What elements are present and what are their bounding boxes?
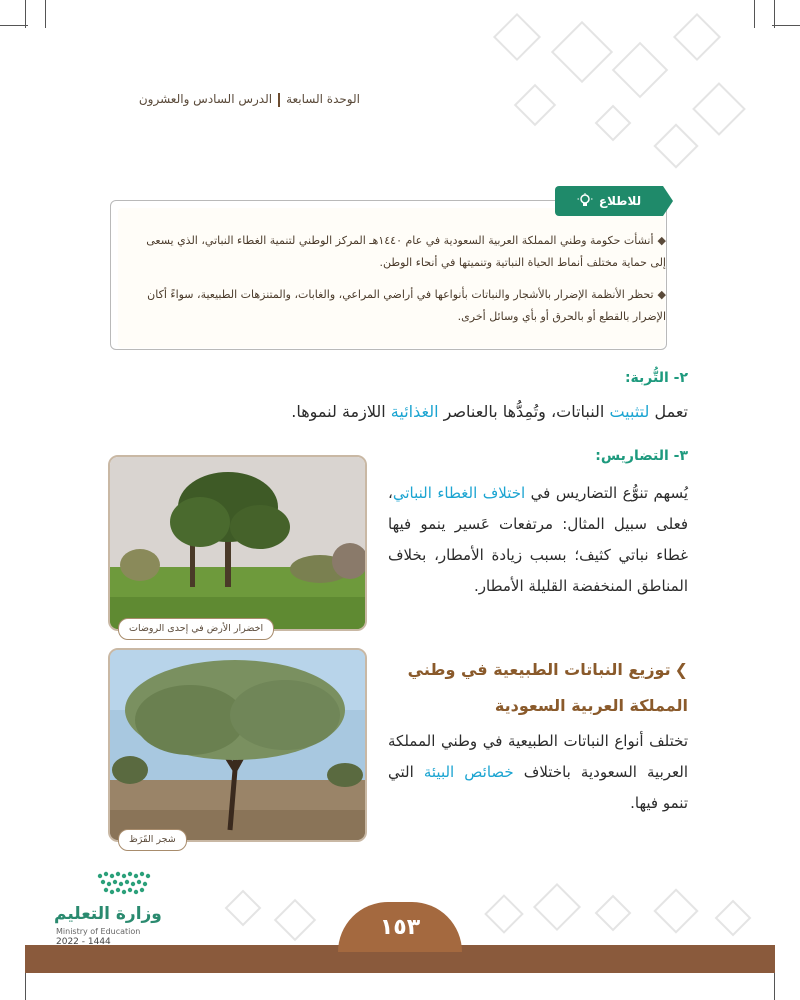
distribution-text-b: التي تنمو فيها. xyxy=(388,763,688,812)
decor-diamond xyxy=(533,883,581,931)
decor-diamond xyxy=(493,13,541,61)
soil-text-b: النباتات، وتُمِدُّها بالعناصر xyxy=(438,402,610,421)
info-tag-label: للاطلاع xyxy=(598,194,642,208)
header-lesson: الدرس السادس والعشرون xyxy=(138,92,273,106)
decor-diamond xyxy=(692,82,746,136)
chevron-icon: ❯ xyxy=(674,660,688,679)
terrain-paragraph xyxy=(388,478,688,602)
decor-diamond xyxy=(653,123,698,168)
distribution-text-a: تختلف أنواع النباتات الطبيعية في وطني المملكة العربية السعودية باختلاف xyxy=(388,732,689,781)
soil-text-a: تعمل xyxy=(649,402,688,421)
soil-paragraph xyxy=(128,398,688,426)
decor-diamond xyxy=(653,888,698,933)
crop-mark xyxy=(774,972,775,1000)
meadow-image xyxy=(110,457,365,629)
info-tag xyxy=(555,186,663,216)
info-tag-arrow xyxy=(663,186,673,216)
meadow-photo xyxy=(108,455,367,631)
soil-highlight-2: الغذائية xyxy=(390,402,439,421)
soil-text-c: اللازمة لنموها. xyxy=(291,402,391,421)
crop-mark xyxy=(25,972,26,1000)
lightbulb-icon xyxy=(577,193,593,209)
terrain-highlight: اختلاف الغطاء النباتي xyxy=(392,484,526,502)
terrain-text-a: يُسهم تنوُّع التضاريس في xyxy=(525,484,688,502)
decor-diamond xyxy=(225,890,262,927)
terrain-text-b: ، فعلى سبيل المثال: مرتفعات عَسير ينمو فيها غطاء نباتي كثيف؛ بسبب زيادة الأمطار، بخلاف المناطق المنخفضة القليلة الأمطار. xyxy=(388,484,688,595)
decor-diamond xyxy=(612,42,669,99)
page-number: ١٥٣ xyxy=(338,902,462,952)
edition-year: 2022 - 1444 xyxy=(56,937,111,947)
decor-diamond xyxy=(595,895,632,932)
decor-diamond xyxy=(274,899,316,941)
crop-mark xyxy=(774,0,775,28)
ministry-name-en: Ministry of Education xyxy=(56,927,141,936)
distribution-highlight: خصائص البيئة xyxy=(423,763,514,781)
distribution-paragraph xyxy=(388,726,688,819)
decor-diamond xyxy=(715,900,752,937)
distribution-title-text: توزيع النباتات الطبيعية في وطني المملكة العربية السعودية xyxy=(407,660,688,715)
crop-mark xyxy=(45,0,46,28)
page-header xyxy=(100,92,360,107)
header-unit: الوحدة السابعة xyxy=(286,92,360,106)
crop-mark xyxy=(772,25,800,26)
distribution-title xyxy=(388,652,688,724)
meadow-caption: اخضرار الأرض في إحدى الروضات xyxy=(118,618,274,640)
terrain-title: ٣- التضاريس: xyxy=(595,448,688,464)
decor-diamond xyxy=(484,894,524,934)
decor-diamond xyxy=(595,105,632,142)
decor-diamond xyxy=(673,13,721,61)
decor-diamond xyxy=(551,21,613,83)
crop-mark xyxy=(0,25,28,26)
info-item-text: أنشأت حكومة وطني المملكة العربية السعودية في عام ١٤٤٠هـ المركز الوطني لتنمية الغطاء النباتي، الذي يسعى إلى حماية مختلف أنماط الحياة النباتية وتنميتها في أنحاء الوطن. xyxy=(146,234,666,269)
soil-highlight-1: لتثبيت xyxy=(609,402,650,421)
soil-title: ٢- التُّربة: xyxy=(624,370,688,386)
ministry-logo-icon xyxy=(54,870,194,902)
bullet-icon: ◆ xyxy=(657,288,666,301)
crop-mark xyxy=(25,0,26,28)
decor-diamond xyxy=(514,84,556,126)
info-item xyxy=(146,284,666,328)
header-separator xyxy=(278,93,280,107)
info-item-text: تحظر الأنظمة الإضرار بالأشجار والنباتات بأنواعها في أراضي المراعي، والغابات، والمتنزهات الطبيعية، سواءً أكان الإضرار بالقطع أو بالحرق أو بأي وسائل أخرى. xyxy=(147,288,666,323)
acacia-photo xyxy=(108,648,367,842)
acacia-caption: شجر القَرَظ xyxy=(118,829,187,851)
bullet-icon: ◆ xyxy=(657,234,666,247)
acacia-image xyxy=(110,650,365,840)
crop-mark xyxy=(754,0,755,28)
ministry-name-ar: وزارة التعليم xyxy=(54,904,162,924)
info-item xyxy=(146,230,666,274)
